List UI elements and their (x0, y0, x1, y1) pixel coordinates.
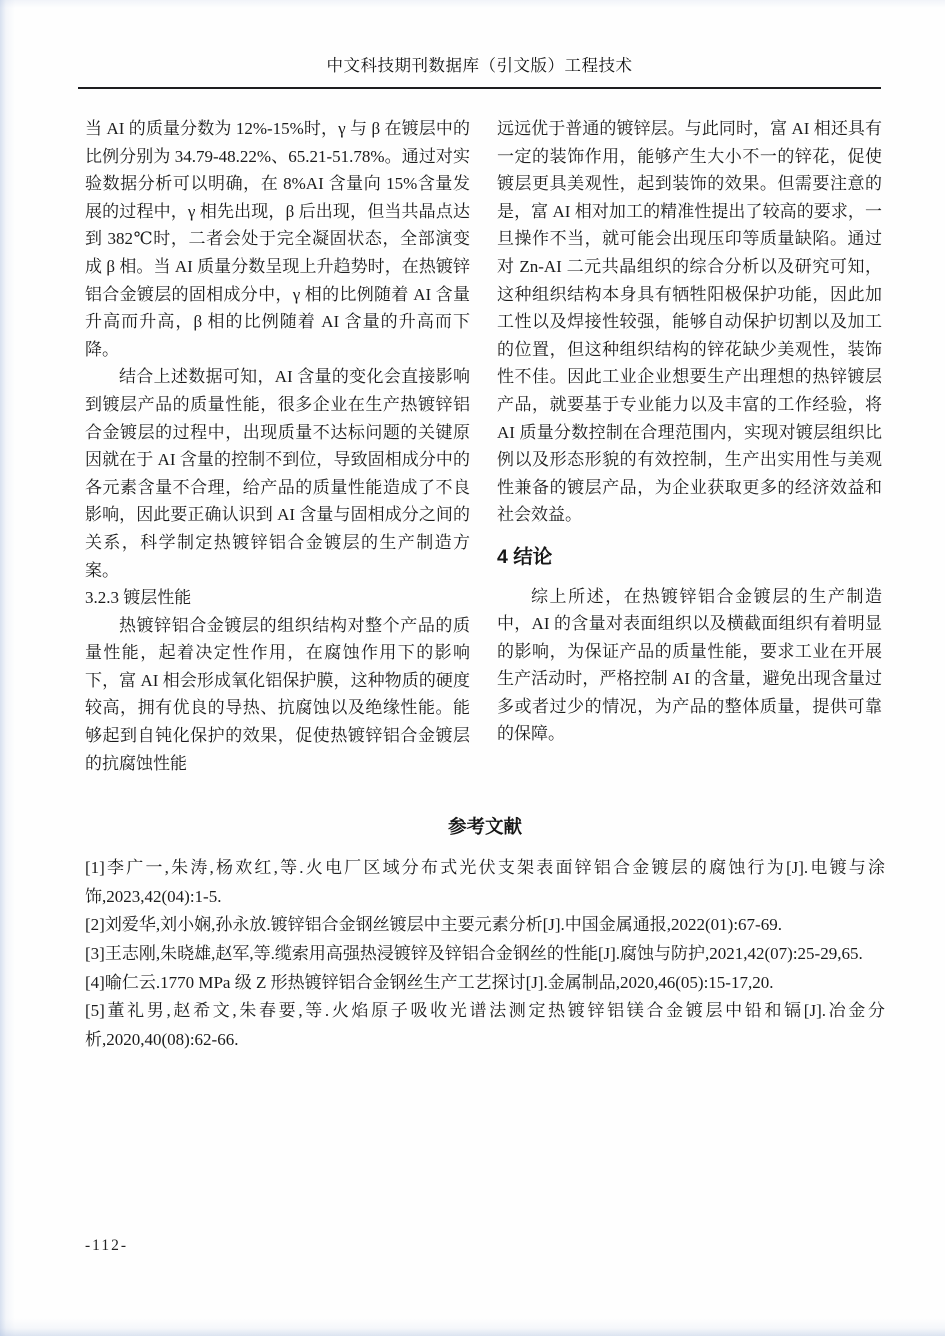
body-paragraph: 当 AI 的质量分数为 12%-15%时，γ 与 β 在镀层中的比例分别为 34.79-48.22%、65.21-51.78%。通过对实验数据分析可以明确，在 8%AI 含量向 15%含量发展的过程中，γ 相先出现，β 后出现，但当共晶点达到 382℃时，二者会处于完全凝固状态，全部演变成 β 相。当 AI 质量分数呈现上升趋势时，在热镀锌铝合金镀层的固相成分中，γ 相的比例随着 AI 含量升高而升高，β 相的比例随着 AI 含量的升高而下降。 (85, 119, 470, 359)
page-number: -112- (85, 1237, 128, 1254)
reference-item: [4]喻仁云.1770 MPa 级 Z 形热镀锌铝合金钢丝生产工艺探讨[J].金属制品,2020,46(05):15-17,20. (85, 972, 774, 992)
page-header (78, 0, 881, 89)
references-heading: 参考文献 (447, 816, 522, 838)
journal-header-title: 中文科技期刊数据库（引文版）工程技术 (326, 56, 633, 75)
reference-item: [2]刘爱华,刘小娴,孙永放.镀锌铝合金钢丝镀层中主要元素分析[J].中国金属通报,2022(01):67-69. (85, 915, 782, 935)
body-paragraph: 结合上述数据可知，AI 含量的变化会直接影响到镀层产品的质量性能，很多企业在生产热镀锌铝合金镀层的过程中，出现质量不达标问题的关键原因就在于 AI 含量的控制不到位，导致固相成分中的各元素含量不合理，给产品的质量性能造成了不良影响，因此要正确认识到 AI 含量与固相成分之间的关系，科学制定热镀锌铝合金镀层的生产制造方案。 (85, 367, 470, 580)
page-footer (85, 1237, 128, 1255)
section-heading-conclusion: 4 结论 (497, 545, 553, 568)
left-column (85, 115, 470, 777)
body-paragraph: 热镀锌铝合金镀层的组织结构对整个产品的质量性能，起着决定性作用，在腐蚀作用下的影响下，富 AI 相会形成氧化铝保护膜，这种物质的硬度较高，拥有优良的导热、抗腐蚀以及绝缘性能。能够起到自钝化保护的效果，促使热镀锌铝合金镀层的抗腐蚀性能 (85, 615, 470, 773)
right-column (497, 115, 882, 777)
body-paragraph: 综上所述，在热镀锌铝合金镀层的生产制造中，AI 的含量对表面组织以及横截面组织有着明显的影响，为保证产品的质量性能，要求工业在开展生产活动时，严格控制 AI 的含量，避免出现含量过多或者过少的情况，为产品的整体质量，提供可靠的保障。 (497, 586, 882, 744)
reference-item: [3]王志刚,朱晓雄,赵军,等.缆索用高强热浸镀锌及锌铝合金钢丝的性能[J].腐蚀与防护,2021,42(07):25-29,65. (85, 944, 863, 964)
subsection-heading-coating-performance: 3.2.3 镀层性能 (85, 588, 192, 608)
reference-item: [5]董礼男,赵希文,朱春要,等.火焰原子吸收光谱法测定热镀锌铝镁合金镀层中铅和镉[J].冶金分析,2020,40(08):62-66. (85, 1001, 885, 1049)
body-paragraph: 远远优于普通的镀锌层。与此同时，富 AI 相还具有一定的装饰作用，能够产生大小不一的锌花，促使镀层更具美观性，起到装饰的效果。但需要注意的是，富 AI 相对加工的精准性提出了较高的要求，一旦操作不当，就可能会出现压印等质量缺陷。通过对 Zn-AI 二元共晶组织的综合分析以及研究可知，这种组织结构本身具有牺牲阳极保护功能，因此加工性以及焊接性较强，能够自动保护切割以及加工的位置，但这种组织结构的锌花缺少美观性，装饰性不佳。因此工业企业想要生产出理想的热锌镀层产品，就要基于专业能力以及丰富的工作经验，将 AI 质量分数控制在合理范围内，实现对镀层组织比例以及形态形貌的有效控制，生产出实用性与美观性兼备的镀层产品，为企业获取更多的经济效益和社会效益。 (497, 119, 882, 525)
references-section (85, 813, 885, 1054)
reference-item: [1]李广一,朱涛,杨欢红,等.火电厂区域分布式光伏支架表面锌铝合金镀层的腐蚀行为[J].电镀与涂饰,2023,42(04):1-5. (85, 858, 885, 906)
two-column-body (85, 115, 882, 777)
